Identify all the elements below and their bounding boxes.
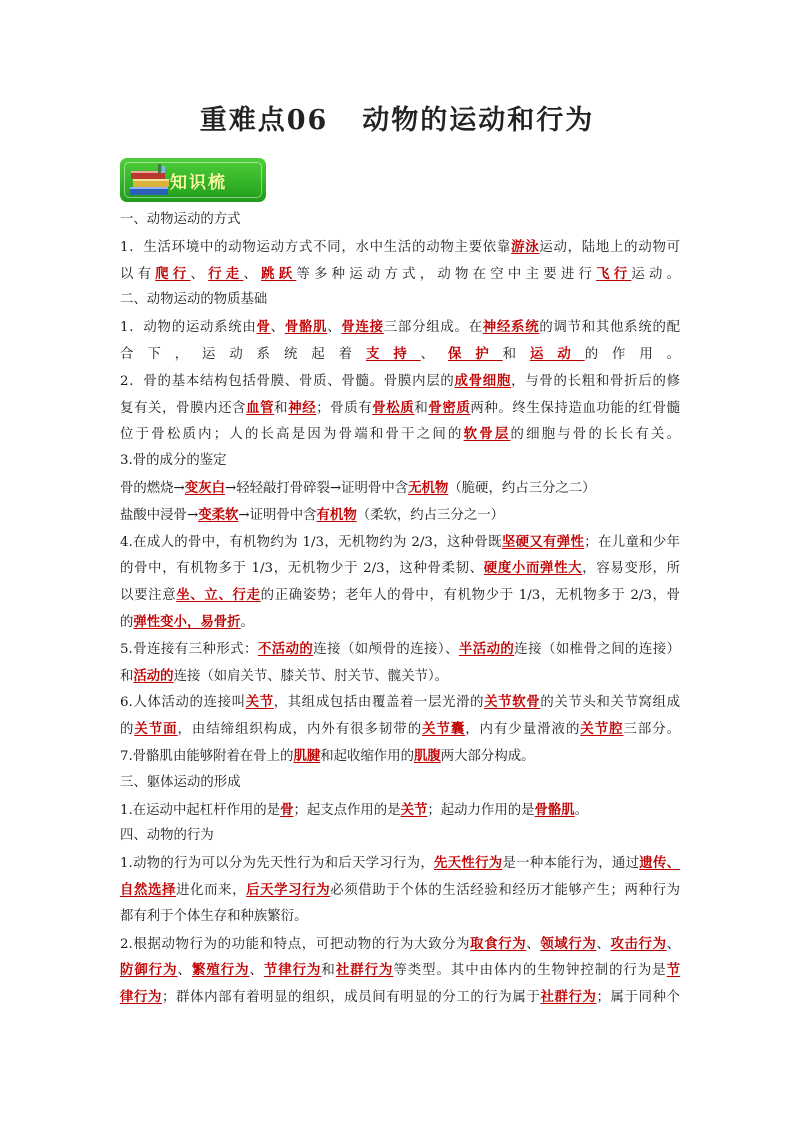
text-segment: 、: [243, 266, 262, 282]
text-segment: 1.动物的行为可以分为先天性行为和后天学习行为，: [120, 856, 435, 872]
text-segment: ；骨质有: [316, 400, 373, 416]
text-segment: 三、躯体运动的形成: [120, 774, 241, 790]
text-segment: 运动。: [631, 266, 681, 282]
text-segment: 的作用。: [584, 346, 681, 362]
text-line: [120, 475, 680, 502]
key-term: 弹性变小，易骨折: [133, 613, 241, 630]
text-segment: 以要注意: [120, 588, 177, 604]
key-term: 关节面: [134, 721, 178, 738]
text-line: [120, 207, 680, 234]
key-term: 不活动的: [257, 640, 314, 657]
text-segment: 。: [240, 614, 254, 630]
text-line: [120, 850, 680, 877]
text-segment: 、: [420, 346, 448, 362]
key-term: 游泳: [511, 238, 540, 255]
text-segment: 连接（如椎骨之间的连接）: [514, 641, 680, 657]
key-term: 自然选择: [120, 881, 177, 898]
text-line: [120, 582, 680, 609]
title-part-number: 重难点06: [199, 105, 329, 136]
text-segment: （柔软，约占三分之一）: [356, 507, 505, 523]
document-body: [120, 207, 680, 1011]
key-term: 社群行为: [335, 962, 394, 979]
text-segment: 必须借助于个体的生活经验和经历才能够产生；两种行为: [330, 882, 680, 898]
text-segment: ；属于同种个: [596, 990, 680, 1006]
text-line: [120, 395, 680, 422]
text-line: [120, 555, 680, 582]
text-segment: ，由结缔组织构成，内外有很多韧带的: [177, 722, 423, 738]
key-term: 血管: [246, 399, 275, 416]
text-segment: ，其组成包括由覆盖着一层光滑的: [273, 695, 485, 711]
text-line: [120, 287, 680, 314]
text-line: [120, 797, 680, 824]
text-segment: ；在儿童和少年: [584, 534, 681, 550]
key-term: 运动: [530, 345, 585, 362]
key-term: 遗传、: [639, 855, 681, 872]
text-line: [120, 663, 680, 690]
text-segment: 4.在成人的骨中，有机物约为 1/3，无机物约为 2/3，这种骨既: [120, 534, 502, 550]
key-term: 飞行: [596, 265, 632, 282]
text-segment: 和起收缩作用的: [320, 748, 414, 764]
text-segment: 的细胞与骨的长长有关。: [510, 427, 681, 443]
key-term: 骨: [280, 801, 294, 818]
text-segment: 两种。终生保持造血功能的红骨髓: [470, 400, 680, 416]
key-term: 节: [666, 962, 681, 979]
text-segment: 骨的燃烧→: [120, 480, 185, 496]
text-segment: 进化而来，: [176, 882, 247, 898]
key-term: 律行为: [120, 989, 163, 1006]
text-segment: 6.人体活动的连接叫: [120, 695, 246, 711]
key-term: 关节软骨: [484, 694, 541, 711]
text-line: [120, 341, 680, 368]
key-term: 关节囊: [422, 721, 466, 738]
text-line: [120, 448, 680, 475]
text-segment: 和: [120, 668, 134, 684]
key-term: 关节: [245, 694, 274, 711]
text-line: [120, 234, 680, 261]
text-segment: 7.骨骼肌由能够附着在骨上的: [120, 748, 294, 764]
text-segment: 和: [274, 400, 289, 416]
text-segment: 运动，陆地上的动物可: [539, 239, 680, 255]
text-segment: 等多种运动方式，动物在空中主要进行: [296, 266, 597, 282]
text-segment: ；起动力作用的是: [427, 802, 535, 818]
text-segment: 连接（如颅骨的连接）、: [313, 641, 459, 657]
text-segment: 、: [190, 266, 209, 282]
key-term: 坐、立、行走: [176, 587, 261, 604]
title-part-topic: 动物的运动和行为: [362, 105, 595, 136]
key-term: 坚硬又有弹性: [501, 533, 585, 550]
key-term: 关节腔: [580, 721, 624, 738]
text-segment: ，容易变形，所: [582, 561, 681, 577]
text-segment: 二、动物运动的物质基础: [120, 292, 268, 308]
key-term: 有机物: [316, 506, 357, 523]
books-icon: [128, 162, 174, 198]
text-line: [120, 368, 680, 395]
key-term: 取食行为: [470, 935, 527, 952]
text-segment: 5.骨连接有三种形式：: [120, 641, 258, 657]
key-term: 关节: [400, 801, 428, 818]
key-term: 变灰白: [184, 479, 225, 496]
key-term: 骨松质: [372, 399, 415, 416]
key-term: 活动的: [133, 667, 174, 684]
text-segment: ；起支点作用的是: [293, 802, 401, 818]
text-line: [120, 770, 680, 797]
text-segment: 和: [321, 963, 336, 979]
key-term: 硬度小而弹性大: [483, 560, 583, 577]
text-segment: 、: [666, 936, 680, 952]
text-segment: 等类型。其中由体内的生物钟控制的行为是: [393, 963, 667, 979]
page-title: [0, 98, 794, 137]
key-term: 社群行为: [540, 989, 597, 1006]
text-segment: ，与骨的长粗和骨折后的修: [511, 373, 680, 389]
text-segment: 的关节头和关节窝组成: [540, 695, 680, 711]
text-segment: 复有关，骨膜内还含: [120, 400, 247, 416]
key-term: 支持: [365, 345, 421, 362]
key-term: 爬行: [155, 265, 191, 282]
text-segment: 合下，运动系统起着: [120, 346, 366, 362]
text-segment: 一、动物运动的方式: [120, 212, 241, 227]
key-term: 骨骼肌: [534, 801, 575, 818]
text-segment: 是一种本能行为，通过: [502, 856, 640, 872]
text-segment: 2．骨的基本结构包括骨膜、骨质、骨髓。骨膜内层的: [120, 373, 455, 389]
key-term: 繁殖行为: [191, 962, 250, 979]
key-term: 神经: [288, 399, 317, 416]
key-term: 无机物: [408, 479, 449, 496]
key-term: 神经系统: [482, 319, 540, 336]
text-segment: 的: [120, 722, 135, 738]
key-term: 半活动的: [458, 640, 515, 657]
key-term: 行走: [208, 265, 244, 282]
text-segment: （脆硬，约占三分之二）: [448, 480, 596, 496]
key-term: 软骨层: [463, 426, 511, 443]
key-term: 变柔软: [198, 506, 239, 523]
key-term: 保护: [448, 345, 503, 362]
key-term: 骨骼肌: [284, 319, 328, 336]
text-segment: 都有利于个体生存和种族繁衍。: [120, 908, 308, 924]
text-segment: →证明骨中含: [238, 507, 317, 523]
text-line: [120, 743, 680, 770]
text-line: [120, 261, 680, 288]
text-segment: 、: [177, 963, 192, 979]
text-segment: 、: [596, 936, 611, 952]
text-line: [120, 957, 680, 984]
text-segment: 以有: [120, 266, 156, 282]
text-segment: ；群体内部有着明显的组织，成员间有明显的分工的行为属于: [162, 990, 541, 1006]
text-segment: ，内有少量滑液的: [465, 722, 581, 738]
text-segment: 1．生活环境中的动物运动方式不同，水中生活的动物主要依靠: [120, 239, 512, 255]
text-segment: 四、动物的行为: [120, 828, 214, 844]
text-segment: 的调节和其他系统的配: [539, 320, 680, 336]
text-segment: →轻轻敲打骨碎裂→证明骨中含: [224, 480, 409, 496]
text-line: [120, 314, 680, 341]
text-line: [120, 823, 680, 850]
key-term: 先天性行为: [434, 855, 503, 872]
text-segment: 三部分。: [623, 722, 681, 738]
text-segment: 1.在运动中起杠杆作用的是: [120, 802, 281, 818]
text-line: [120, 877, 680, 904]
text-segment: 3.骨的成分的鉴定: [120, 453, 227, 469]
text-line: [120, 984, 680, 1011]
text-line: [120, 931, 680, 958]
text-segment: 。: [574, 802, 589, 818]
key-term: 肌腹: [413, 747, 441, 764]
text-segment: 和: [502, 346, 531, 362]
text-line: [120, 904, 680, 931]
key-term: 后天学习行为: [246, 881, 331, 898]
text-segment: 和: [414, 400, 429, 416]
key-term: 领域行为: [540, 935, 597, 952]
knowledge-section-badge: [120, 158, 266, 202]
text-segment: 2.根据动物行为的功能和特点，可把动物的行为大致分为: [120, 936, 471, 952]
text-segment: 、: [526, 936, 541, 952]
text-line: [120, 609, 680, 636]
text-segment: 盐酸中浸骨→: [120, 507, 199, 523]
text-line: [120, 502, 680, 529]
key-term: 攻击行为: [610, 935, 667, 952]
text-segment: 的骨中，有机物多于 1/3，无机物少于 2/3，这种骨柔韧、: [120, 561, 484, 577]
text-line: [120, 689, 680, 716]
text-segment: 、: [249, 963, 264, 979]
key-term: 肌腱: [293, 747, 321, 764]
text-segment: 三部分组成。在: [383, 320, 483, 336]
key-term: 成骨细胞: [454, 372, 512, 389]
text-segment: 1．动物的运动系统由: [120, 320, 257, 336]
text-line: [120, 421, 680, 448]
text-segment: 、: [270, 320, 285, 336]
text-line: [120, 636, 680, 663]
text-line: [120, 529, 680, 556]
text-segment: 位于骨松质内；人的长高是因为骨端和骨干之间的: [120, 427, 464, 443]
badge-label: 知识梳: [170, 173, 227, 193]
key-term: 骨: [256, 319, 271, 336]
text-segment: 连接（如肩关节、膝关节、肘关节、髋关节）。: [173, 668, 449, 684]
key-term: 骨连接: [341, 319, 384, 336]
text-line: [120, 716, 680, 743]
text-segment: 两大部分构成。: [440, 748, 535, 764]
key-term: 骨密质: [428, 399, 471, 416]
text-segment: 的正确姿势；老年人的骨中，有机物少于 1/3，无机物多于 2/3，骨: [260, 588, 681, 604]
text-segment: 、: [327, 320, 342, 336]
key-term: 防御行为: [120, 962, 178, 979]
key-term: 节律行为: [263, 962, 322, 979]
key-term: 跳跃: [261, 265, 297, 282]
text-segment: 的: [120, 614, 134, 630]
